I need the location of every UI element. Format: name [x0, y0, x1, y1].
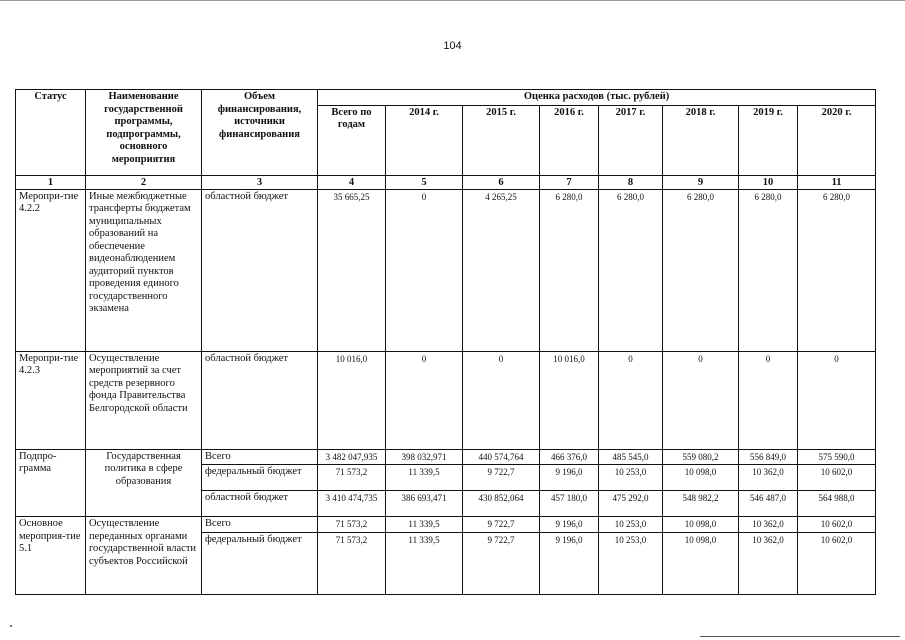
cell-value: 10 602,0 [798, 465, 876, 491]
cell-value: 556 849,0 [739, 449, 798, 465]
header-year-2020: 2020 г. [798, 105, 876, 175]
row-source: областной бюджет [202, 351, 318, 449]
cell-value: 0 [463, 351, 540, 449]
row-name: Государственная политика в сфере образования [86, 449, 202, 517]
column-number: 7 [540, 175, 599, 189]
cell-value: 11 339,5 [386, 465, 463, 491]
header-year-2015: 2015 г. [463, 105, 540, 175]
row-source: федеральный бюджет [202, 532, 318, 594]
cell-value: 10 602,0 [798, 517, 876, 533]
row-name: Осуществление мероприятий за счет средств резервного фонда Правительства Белгородской области [86, 351, 202, 449]
column-number: 9 [663, 175, 739, 189]
cell-value: 9 722,7 [463, 532, 540, 594]
cell-value: 71 573,2 [318, 532, 386, 594]
cell-value: 10 362,0 [739, 532, 798, 594]
column-number: 6 [463, 175, 540, 189]
cell-value: 0 [798, 351, 876, 449]
cell-value: 9 196,0 [540, 465, 599, 491]
cell-value: 457 180,0 [540, 491, 599, 517]
column-number: 1 [16, 175, 86, 189]
header-year-2017: 2017 г. [599, 105, 663, 175]
row-name: Иные межбюджетные трансферты бюджетам муниципальных образований на обеспечение видеонаблюдением аудиторий пунктов проведения единого государственного экзамена [86, 189, 202, 351]
cell-value: 430 852,064 [463, 491, 540, 517]
row-status: Меропри-тие 4.2.2 [16, 189, 86, 351]
header-estimate: Оценка расходов (тыс. рублей) [318, 90, 876, 106]
column-number: 8 [599, 175, 663, 189]
cell-value: 466 376,0 [540, 449, 599, 465]
cell-value: 386 693,471 [386, 491, 463, 517]
cell-value: 0 [386, 351, 463, 449]
cell-value: 10 016,0 [318, 351, 386, 449]
cell-value: 3 410 474,735 [318, 491, 386, 517]
column-number: 4 [318, 175, 386, 189]
table-row [16, 351, 876, 449]
row-status: Подпро-грамма [16, 449, 86, 517]
row-source: областной бюджет [202, 189, 318, 351]
column-number: 5 [386, 175, 463, 189]
column-number: 2 [86, 175, 202, 189]
cell-value: 10 098,0 [663, 517, 739, 533]
row-name: Осуществление переданных органами государственной власти субъектов Российской [86, 517, 202, 595]
cell-value: 71 573,2 [318, 517, 386, 533]
cell-value: 9 196,0 [540, 517, 599, 533]
cell-value: 10 362,0 [739, 465, 798, 491]
cell-value: 475 292,0 [599, 491, 663, 517]
cell-value: 3 482 047,935 [318, 449, 386, 465]
cell-value: 6 280,0 [540, 189, 599, 351]
header-year-2018: 2018 г. [663, 105, 739, 175]
row-source: федеральный бюджет [202, 465, 318, 491]
budget-table [15, 89, 876, 595]
cell-value: 10 016,0 [540, 351, 599, 449]
cell-value: 71 573,2 [318, 465, 386, 491]
cell-value: 10 362,0 [739, 517, 798, 533]
cell-value: 398 032,971 [386, 449, 463, 465]
cell-value: 0 [663, 351, 739, 449]
column-number: 10 [739, 175, 798, 189]
cell-value: 6 280,0 [599, 189, 663, 351]
row-source: Всего [202, 449, 318, 465]
scan-edge-line [0, 0, 905, 1]
header-name: Наименование государственной программы, подпрограммы, основного мероприятия [86, 90, 202, 176]
cell-value: 10 098,0 [663, 465, 739, 491]
row-status: Меропри-тие 4.2.3 [16, 351, 86, 449]
cell-value: 485 545,0 [599, 449, 663, 465]
scan-artifact [700, 636, 900, 638]
cell-value: 559 080,2 [663, 449, 739, 465]
table-row [16, 189, 876, 351]
row-status: Основное мероприя-тие 5.1 [16, 517, 86, 595]
cell-value: 4 265,25 [463, 189, 540, 351]
cell-value: 0 [386, 189, 463, 351]
cell-value: 35 665,25 [318, 189, 386, 351]
cell-value: 6 280,0 [663, 189, 739, 351]
cell-value: 9 722,7 [463, 517, 540, 533]
table-row [16, 449, 876, 465]
header-volume: Объем финансирования, источники финансирования [202, 90, 318, 176]
cell-value: 0 [599, 351, 663, 449]
cell-value: 10 602,0 [798, 532, 876, 594]
cell-value: 440 574,764 [463, 449, 540, 465]
row-source: Всего [202, 517, 318, 533]
page-number: 104 [443, 40, 462, 52]
cell-value: 10 098,0 [663, 532, 739, 594]
header-year-2016: 2016 г. [540, 105, 599, 175]
cell-value: 10 253,0 [599, 465, 663, 491]
cell-value: 9 722,7 [463, 465, 540, 491]
cell-value: 564 988,0 [798, 491, 876, 517]
cell-value: 10 253,0 [599, 532, 663, 594]
cell-value: 10 253,0 [599, 517, 663, 533]
header-year-2019: 2019 г. [739, 105, 798, 175]
column-number: 11 [798, 175, 876, 189]
row-source: областной бюджет [202, 491, 318, 517]
header-year-total: Всего по годам [318, 105, 386, 175]
cell-value: 11 339,5 [386, 517, 463, 533]
column-number: 3 [202, 175, 318, 189]
cell-value: 546 487,0 [739, 491, 798, 517]
cell-value: 6 280,0 [798, 189, 876, 351]
cell-value: 548 982,2 [663, 491, 739, 517]
header-status: Статус [16, 90, 86, 176]
cell-value: 575 590,0 [798, 449, 876, 465]
table-row [16, 517, 876, 533]
cell-value: 9 196,0 [540, 532, 599, 594]
cell-value: 11 339,5 [386, 532, 463, 594]
cell-value: 0 [739, 351, 798, 449]
cell-value: 6 280,0 [739, 189, 798, 351]
header-year-2014: 2014 г. [386, 105, 463, 175]
